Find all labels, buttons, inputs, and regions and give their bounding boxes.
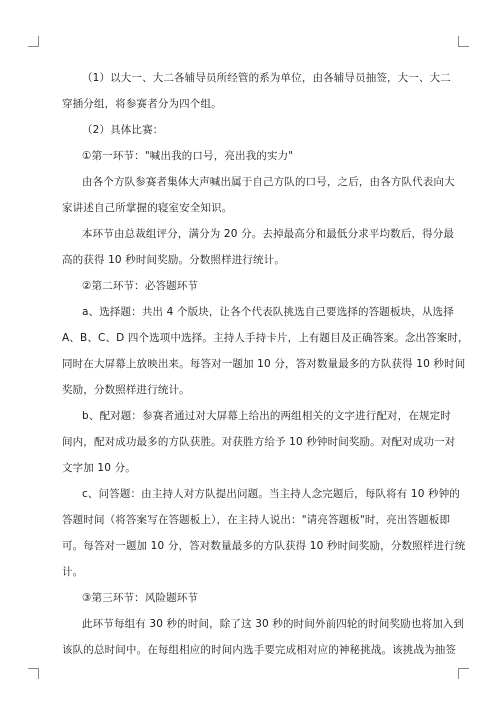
section-heading: ②第二环节：必答题环节	[82, 280, 199, 292]
paragraph-line: c、问答题：由主持人对方队提出问题。当主持人念完题后，每队将有 10 秒钟的	[82, 488, 461, 500]
paragraph-line: 同时在大屏幕上放映出来。每答对一题加 10 分，答对数量最多的方队获得 10 秒时间	[62, 358, 466, 370]
paragraph-line: 奖励，分数照样进行统计。	[62, 384, 190, 396]
paragraph-line: 此环节每组有 30 秒的时间，除了这 30 秒的时间外前四轮的时间奖励也将加入到	[82, 618, 465, 630]
paragraph-line: 家讲述自己所掌握的寝室安全知识。	[62, 202, 233, 214]
paragraph-line: 本环节由总裁组评分，满分为 20 分。去掉最高分和最低分求平均数后，得分最	[82, 228, 455, 240]
paragraph-line: （2）具体比赛：	[82, 124, 164, 136]
paragraph-line: 文字加 10 分。	[62, 462, 136, 474]
paragraph-line: 计。	[62, 566, 84, 578]
paragraph-line: A、B、C、D 四个选项中选择。主持人手持卡片，上有题目及正确答案。念出答案时，	[62, 332, 469, 344]
paragraph-line: 答题时间（将答案写在答题板上），在主持人说出："请亮答题板"时，亮出答题板即	[62, 514, 451, 526]
paragraph-line: a、选择题：共出 4 个版块，让各个代表队挑选自己要选择的答题板块，从选择	[82, 306, 454, 318]
paragraph-line: 间内，配对成功最多的方队获胜。对获胜方给予 10 秒钟时间奖励。对配对成功一对	[62, 436, 456, 448]
section-heading: ①第一环节："喊出我的口号，亮出我的实力"	[82, 150, 294, 162]
section-heading: ③第三环节：风险题环节	[82, 592, 199, 604]
paragraph-line: （1）以大一、大二各辅导员所经管的系为单位，由各辅导员抽签，大一、大二	[82, 72, 451, 84]
paragraph-line: 可。每答对一题加 10 分，答对数量最多的方队获得 10 秒时间奖励，分数照样进行统	[62, 540, 466, 552]
paragraph-line: 由各个方队参赛者集体大声喊出属于自己方队的口号，之后，由各方队代表向大	[82, 176, 455, 188]
paragraph-line: 穿插分组，将参赛者分为四个组。	[62, 98, 222, 110]
paragraph-line: 高的获得 10 秒时间奖励。分数照样进行统计。	[62, 254, 285, 266]
paragraph-line: b、配对题：参赛者通过对大屏幕上给出的两组相关的文字进行配对，在规定时	[82, 410, 451, 422]
paragraph-line: 该队的总时间中。在每组相应的时间内选手要完成相对应的神秘挑战。该挑战为抽签	[62, 644, 457, 656]
